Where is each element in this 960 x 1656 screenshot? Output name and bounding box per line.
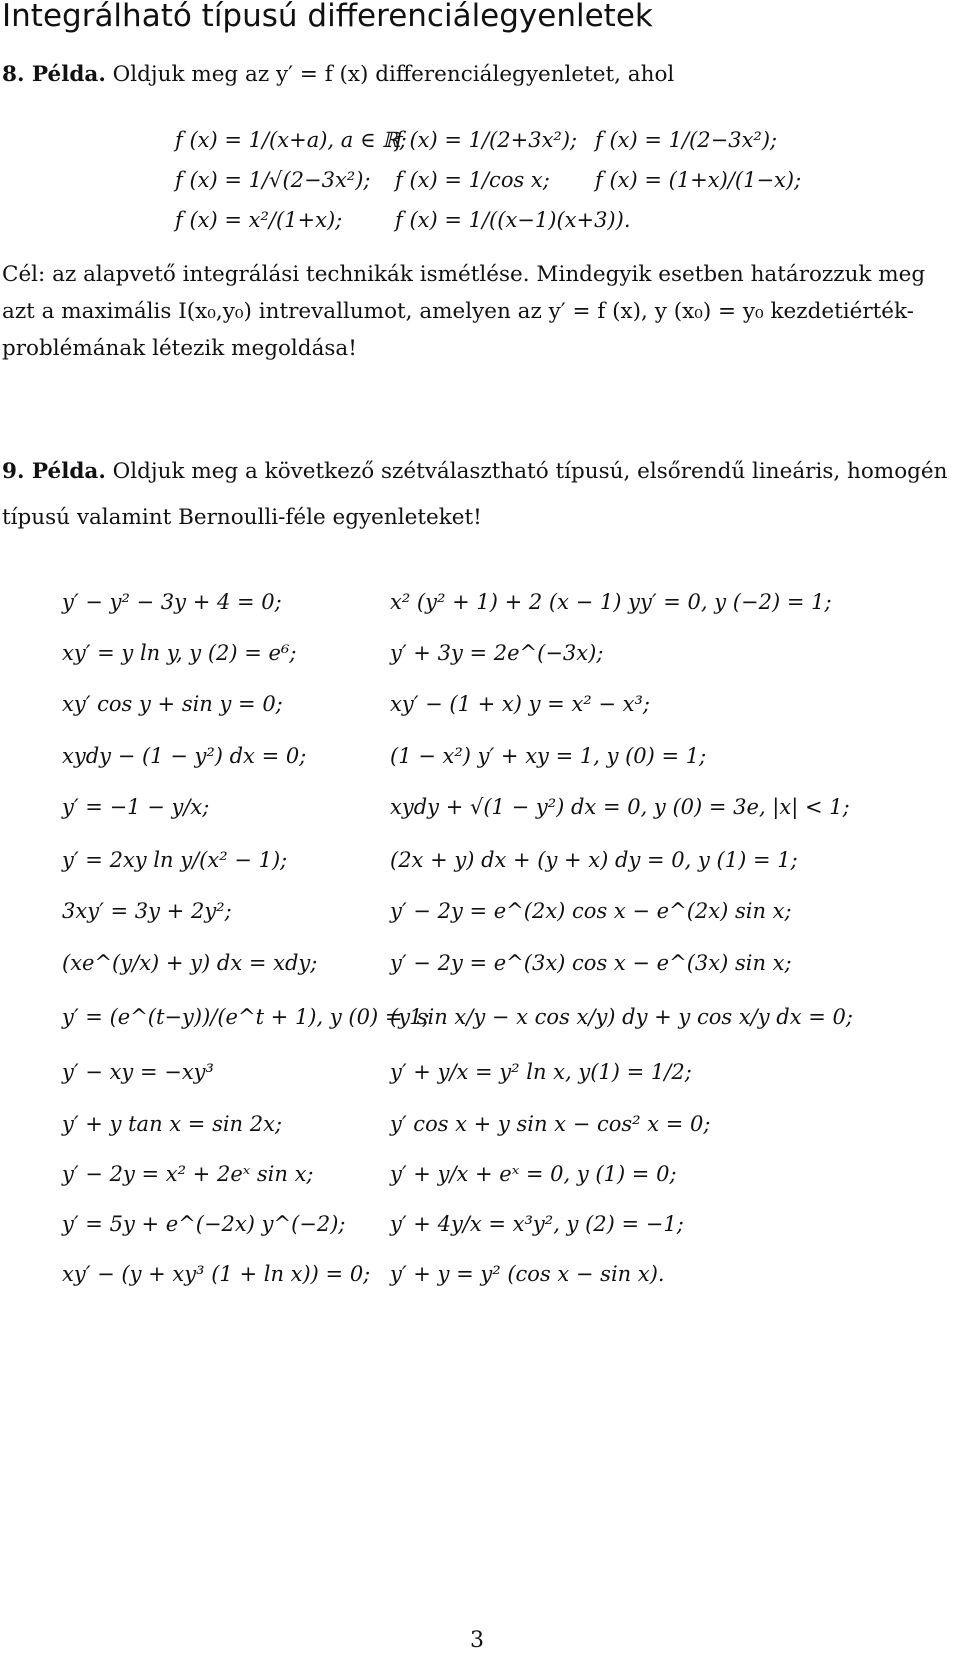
equation-right-3: xy′ − (1 + x) y = x² − x³;: [390, 692, 650, 716]
equation-left-7: 3xy′ = 3y + 2y²;: [62, 899, 232, 923]
equation-right-7: y′ − 2y = e^(2x) cos x − e^(2x) sin x;: [390, 899, 792, 923]
equation-right-14: y′ + y = y² (cos x − sin x).: [390, 1262, 665, 1286]
equation-left-3: xy′ cos y + sin y = 0;: [62, 692, 283, 716]
example-9-text: Oldjuk meg a következő szétválasztható típusú, elsőrendű lineáris, homogén: [112, 459, 948, 484]
example-8-label: 8. Példa.: [2, 62, 106, 87]
function-5: f (x) = 1/cos x;: [395, 168, 550, 192]
equation-left-10: y′ − xy = −xy³: [62, 1060, 214, 1084]
equation-left-13: y′ = 5y + e^(−2x) y^(−2);: [62, 1212, 346, 1236]
equation-left-8: (xe^(y/x) + y) dx = xdy;: [62, 951, 318, 975]
equation-right-9: (y sin x/y − x cos x/y) dy + y cos x/y dx = 0;: [390, 1005, 853, 1029]
equation-right-8: y′ − 2y = e^(3x) cos x − e^(3x) sin x;: [390, 951, 792, 975]
equation-right-4: (1 − x²) y′ + xy = 1, y (0) = 1;: [390, 744, 707, 768]
equation-left-11: y′ + y tan x = sin 2x;: [62, 1112, 283, 1136]
equation-right-11: y′ cos x + y sin x − cos² x = 0;: [390, 1112, 711, 1136]
example-8-text: Oldjuk meg az y′ = f (x) differenciálegyenletet, ahol: [112, 62, 675, 87]
function-6: f (x) = (1+x)/(1−x);: [595, 168, 802, 192]
equation-left-9: y′ = (e^(t−y))/(e^t + 1), y (0) = 1;: [62, 1005, 430, 1029]
equation-left-2: xy′ = y ln y, y (2) = e⁶;: [62, 641, 297, 665]
example-9-text-line-2: típusú valamint Bernoulli-féle egyenleteket!: [2, 505, 482, 530]
equation-left-12: y′ − 2y = x² + 2eˣ sin x;: [62, 1162, 314, 1186]
equation-left-5: y′ = −1 − y/x;: [62, 795, 210, 819]
equation-left-4: xydy − (1 − y²) dx = 0;: [62, 744, 307, 768]
equation-right-10: y′ + y/x = y² ln x, y(1) = 1/2;: [390, 1060, 692, 1084]
equation-right-6: (2x + y) dx + (y + x) dy = 0, y (1) = 1;: [390, 848, 798, 872]
goal-line-1: Cél: az alapvető integrálási technikák ismétlése. Mindegyik esetben határozzuk meg: [2, 262, 926, 287]
function-7: f (x) = x²/(1+x);: [175, 208, 343, 232]
page-number: 3: [470, 1628, 484, 1653]
function-8: f (x) = 1/((x−1)(x+3)).: [395, 208, 631, 232]
function-4: f (x) = 1/√(2−3x²);: [175, 168, 371, 192]
equation-right-13: y′ + 4y/x = x³y², y (2) = −1;: [390, 1212, 684, 1236]
equation-left-14: xy′ − (y + xy³ (1 + ln x)) = 0;: [62, 1262, 371, 1286]
equation-right-1: x² (y² + 1) + 2 (x − 1) yy′ = 0, y (−2) = 1;: [390, 590, 832, 614]
equation-right-5: xydy + √(1 − y²) dx = 0, y (0) = 3e, |x| < 1;: [390, 795, 850, 819]
page-title: Integrálható típusú differenciálegyenletek: [2, 0, 653, 34]
equation-left-6: y′ = 2xy ln y/(x² − 1);: [62, 848, 288, 872]
equation-left-1: y′ − y² − 3y + 4 = 0;: [62, 590, 282, 614]
function-1: f (x) = 1/(x+a), a ∈ ℝ;: [175, 128, 407, 152]
function-3: f (x) = 1/(2−3x²);: [595, 128, 778, 152]
example-9-label: 9. Példa.: [2, 459, 106, 484]
equation-right-2: y′ + 3y = 2e^(−3x);: [390, 641, 604, 665]
example-9-intro: [2, 459, 947, 484]
function-2: f (x) = 1/(2+3x²);: [395, 128, 578, 152]
equation-right-12: y′ + y/x + eˣ = 0, y (1) = 0;: [390, 1162, 677, 1186]
goal-line-3: problémának létezik megoldása!: [2, 336, 357, 361]
goal-line-2: azt a maximális I(x₀,y₀) intrevallumot, amelyen az y′ = f (x), y (x₀) = y₀ kezdetiérték-: [2, 299, 914, 324]
example-8-intro: [2, 62, 674, 87]
